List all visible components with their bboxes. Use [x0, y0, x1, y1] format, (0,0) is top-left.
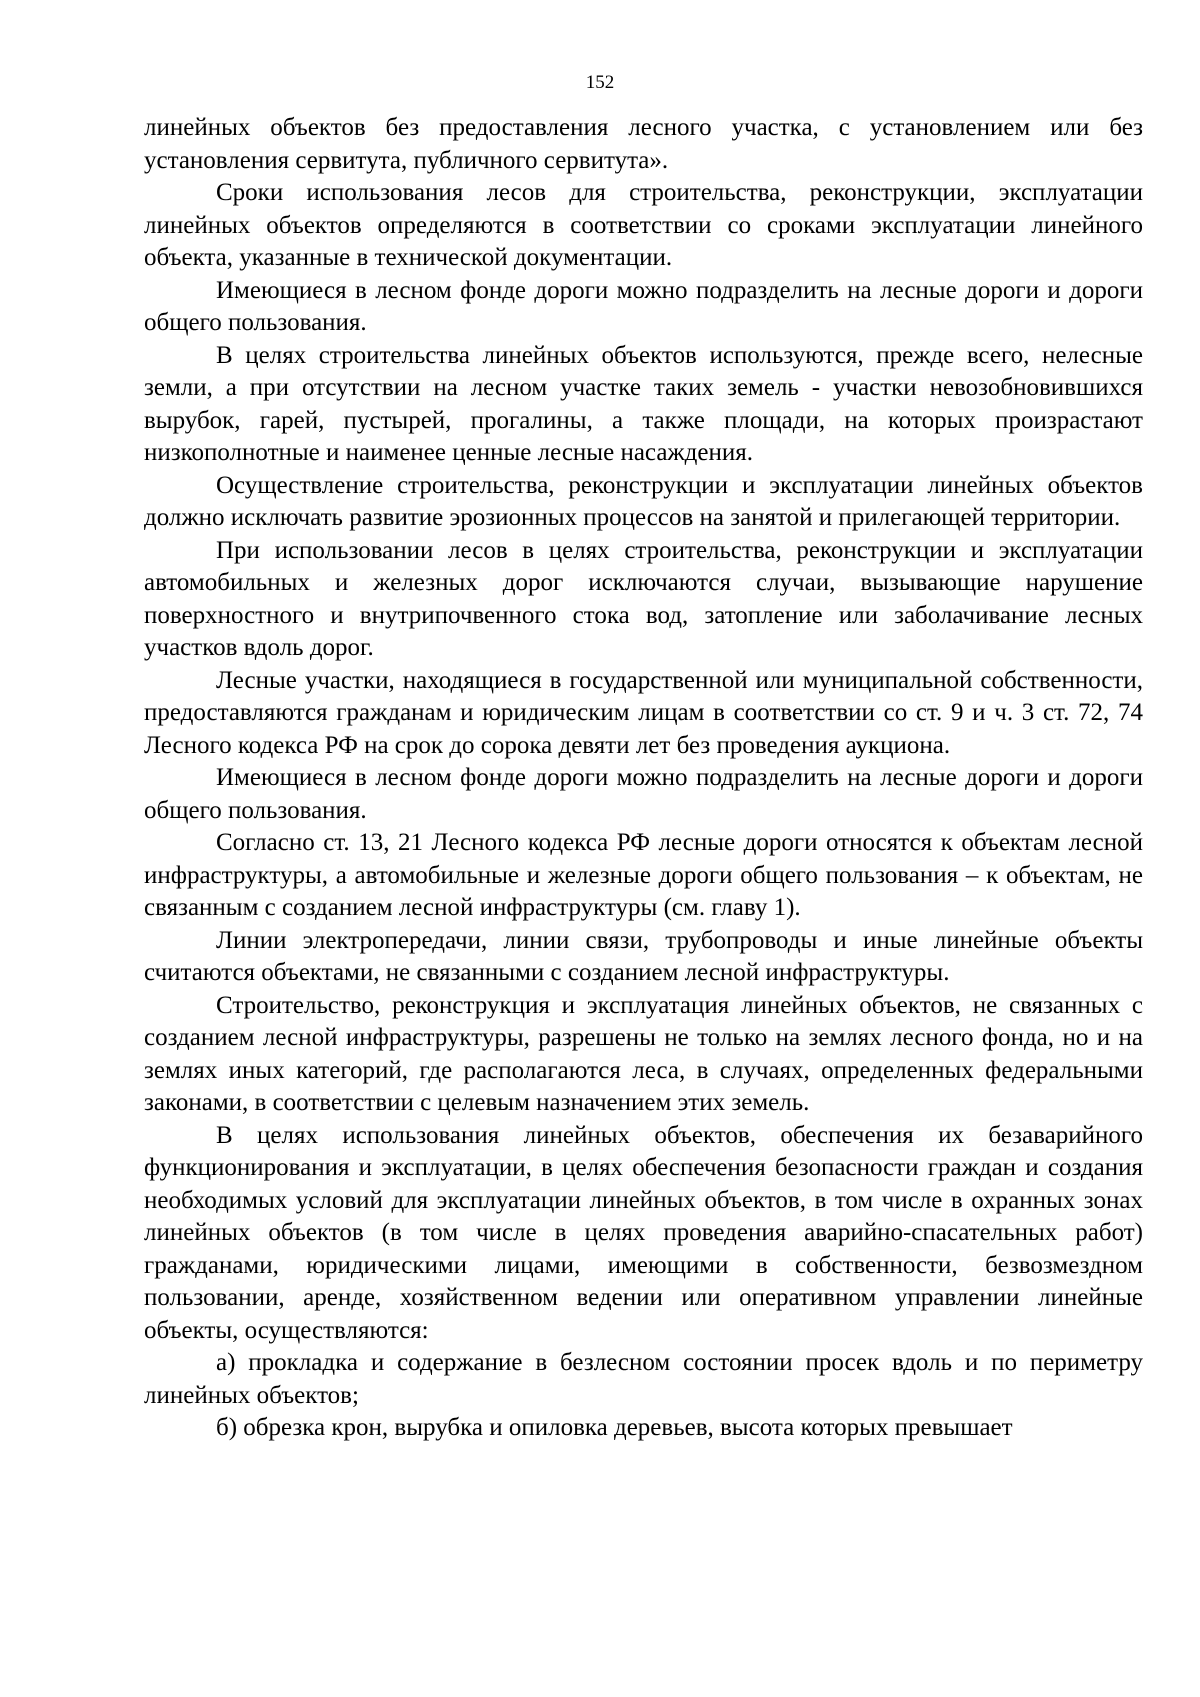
paragraph: Имеющиеся в лесном фонде дороги можно подразделить на лесные дороги и дороги общего пользования.: [144, 764, 1143, 824]
paragraph: Имеющиеся в лесном фонде дороги можно подразделить на лесные дороги и дороги общего пользования.: [144, 276, 1143, 336]
paragraph: Линии электропередачи, линии связи, трубопроводы и иные линейные объекты считаются объектами, не связанными с созданием лесной инфраструктуры.: [144, 926, 1143, 986]
list-item-a: а) прокладка и содержание в безлесном состоянии просек вдоль и по периметру линейных объектов;: [144, 1349, 1143, 1409]
paragraph: В целях строительства линейных объектов используются, прежде всего, нелесные земли, а при отсутствии на лесном участке таких земель - участки невозобновившихся вырубок, гарей, пустырей, прогалины, а также площади, на которых произрастают низкополнотные и наименее ценные лесные насаждения.: [144, 341, 1143, 466]
list-item-b: б) обрезка крон, вырубка и опиловка деревьев, высота которых превышает: [216, 1414, 1013, 1441]
page-number: 152: [585, 72, 615, 93]
paragraph: Сроки использования лесов для строительства, реконструкции, эксплуатации линейных объектов определяются в соответствии со сроками эксплуатации линейного объекта, указанные в технической документации.: [144, 179, 1143, 271]
document-body: [144, 112, 1143, 1445]
paragraph: При использовании лесов в целях строительства, реконструкции и эксплуатации автомобильных и железных дорог исключаются случаи, вызывающие нарушение поверхностного и внутрипочвенного стока вод, затопление или заболачивание лесных участков вдоль дорог.: [144, 536, 1143, 661]
paragraph: Лесные участки, находящиеся в государственной или муниципальной собственности, предоставляются гражданам и юридическим лицам в соответствии со ст. 9 и ч. 3 ст. 72, 74 Лесного кодекса РФ на срок до сорока девяти лет без проведения аукциона.: [144, 666, 1143, 759]
paragraph: Согласно ст. 13, 21 Лесного кодекса РФ лесные дороги относятся к объектам лесной инфраструктуры, а автомобильные и железные дороги общего пользования – к объектам, не связанным с созданием лесной инфраструктуры (см. главу 1).: [144, 829, 1143, 921]
paragraph-continuation: линейных объектов без предоставления лесного участка, с установлением или без установления сервитута, публичного сервитута».: [144, 114, 1143, 174]
paragraph: Осуществление строительства, реконструкции и эксплуатации линейных объектов должно исключать развитие эрозионных процессов на занятой и прилегающей территории.: [144, 471, 1143, 531]
paragraph: В целях использования линейных объектов, обеспечения их безаварийного функционирования и эксплуатации, в целях обеспечения безопасности граждан и создания необходимых условий для эксплуатации линейных объектов, в том числе в охранных зонах линейных объектов (в том числе в целях проведения аварийно-спасательных работ) гражданами, юридическими лицами, имеющими в собственности, безвозмездном пользовании, аренде, хозяйственном ведении или оперативном управлении линейные объекты, осуществляются:: [144, 1121, 1143, 1344]
paragraph: Строительство, реконструкция и эксплуатация линейных объектов, не связанных с созданием лесной инфраструктуры, разрешены не только на землях лесного фонда, но и на землях иных категорий, где располагаются леса, в случаях, определенных федеральными законами, в соответствии с целевым назначением этих земель.: [144, 991, 1143, 1116]
